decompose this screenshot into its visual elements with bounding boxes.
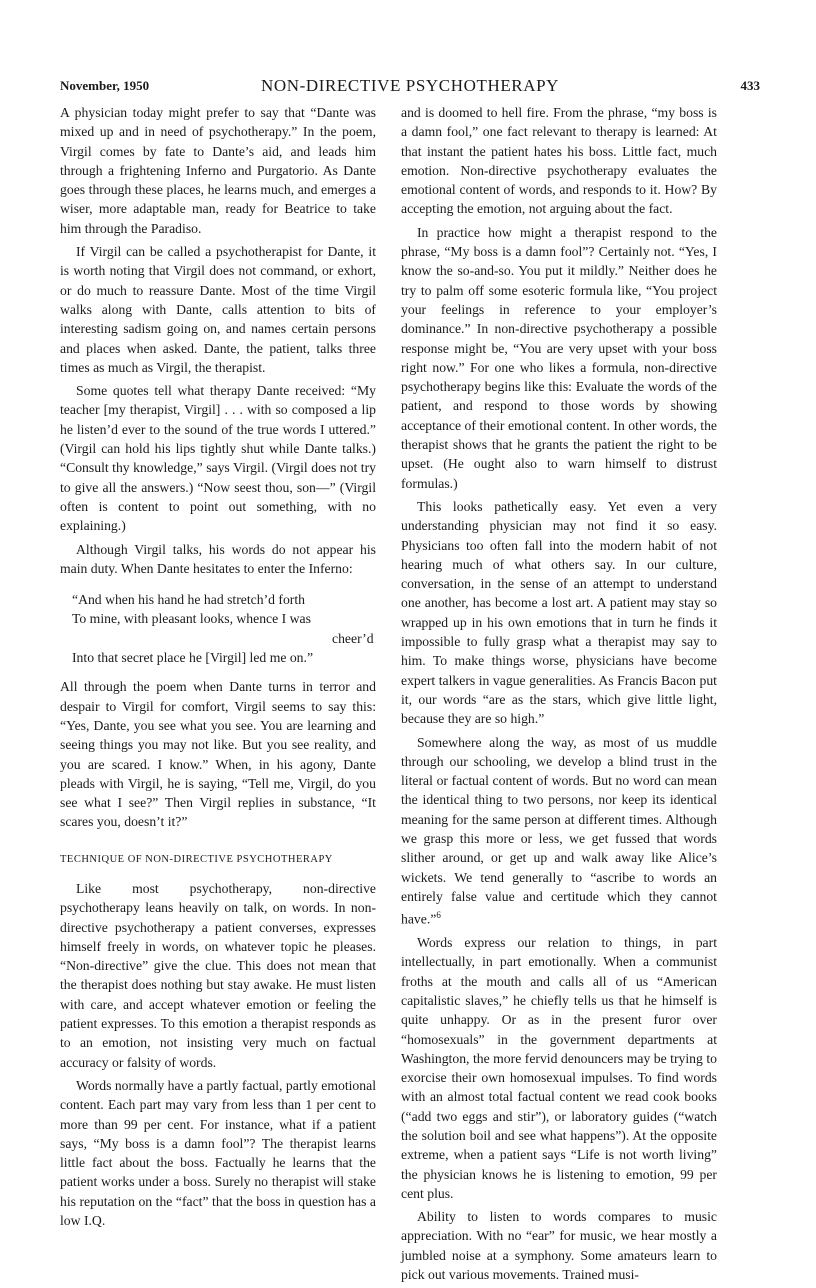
paragraph <box>401 733 717 930</box>
verse-line-continuation: cheer’d <box>332 630 374 646</box>
page-number: 433 <box>740 78 760 93</box>
paragraph: Words express our relation to things, in part intellectually, in part emotionally. When a communist froths at the mouth and calls all of us “American capitalistic slaves,” he chiefly tells us that he himself is quite unhappy. Or as in the present furor over “homosexuals” in the government departments at Washington, the more fervid denouncers may be trying to exorcise their own homosexual impulses. To find words with an almost total factual content we read cook books (“add two eggs and stir”), or laboratory guides (“watch the solution boil and see what happens”). At the opposite extreme, when a patient says “Life is not worth living” the physician knows he is listening to emotion, 99 per cent plus. <box>401 935 717 1201</box>
verse-quote <box>60 590 376 667</box>
paragraph: and is doomed to hell fire. From the phrase, “my boss is a damn fool,” one fact relevant to therapy is learned: At that instant the patient hates his boss. Little fact, much emotion. Non-directive psychotherapy evaluates the emotional content of words, and responds to it. How? By accepting the emotion, not arguing about the fact. <box>401 105 717 217</box>
paragraph: A physician today might prefer to say that “Dante was mixed up and in need of psychotherapy.” In the poem, Virgil comes by fate to Dante’s aid, and leads him through a frightening Inferno and Purgatorio. As Dante goes through these places, he learns much, and emerges a wiser, more adaptable man, ready for Beatrice to take him through the Paradiso. <box>60 105 376 236</box>
verse-line: Into that secret place he [Virgil] led me on.” <box>72 650 314 666</box>
right-column <box>401 103 717 1288</box>
verse-line: “And when his hand he had stretch’d forth <box>72 592 306 608</box>
running-title: NON-DIRECTIVE PSYCHOTHERAPY <box>260 76 560 95</box>
paragraph: Words normally have a partly factual, partly emotional content. Each part may vary from less than 1 per cent to more than 99 per cent. For instance, what if a patient says, “My boss is a damn fool”? The therapist learns little fact about the boss. Factually he learns that the patient works under a boss. Surely no therapist will stake his reputation on the “fact” that the boss in question has a low I.Q. <box>60 1077 376 1229</box>
paragraph-text: Somewhere along the way, as most of us muddle through our schooling, we develop a blind trust in the literal or factual content of words. But no word can mean the identical thing to two persons, nor keep its identical meaning for the same person at different times. Although we grasp this more or less, we get fussed that words slither around, or get up and walk away like Alice’s wickets. We tend generally to “ascribe to words an entirely false value and certitude which they cannot have.” <box>401 734 717 927</box>
paragraph: Ability to listen to words compares to music appreciation. With no “ear” for music, we hear mostly a jumbled noise at a symphony. Some amateurs learn to pick out various movements. Trained musi- <box>401 1209 717 1283</box>
issue-date: November, 1950 <box>60 78 150 93</box>
paragraph: This looks pathetically easy. Yet even a very understanding physician may not find it so easy. Physicians too often fall into the modern habit of not hearing much of what others say. In our culture, conversation, in the sense of an attempt to understand one another, has become a lost art. A patient may stay so wrapped up in his own emotions that in turn he finds it impossible to fully grasp what a therapist may say to him. To make things worse, physicians have become expert talkers in vague generalities. As Francis Bacon put it, our words “are as the stars, which give little light, because they are so high.” <box>401 498 717 727</box>
footnote-reference[interactable]: 6 <box>436 910 441 921</box>
paragraph: Like most psychotherapy, non-directive psychotherapy leans heavily on talk, on words. In non-directive psychotherapy a patient converses, expresses himself freely in words, on whatever topic he pleases. “Non-directive” give the clue. This does not mean that the therapist does nothing but stay awake. He must listen with care, and accept whatever emotion or feeling the patient expresses. To this emotion a therapist responds as to an emotion, not insisting very much on factual accuracy or falsity of words. <box>60 880 376 1070</box>
paragraph: All through the poem when Dante turns in terror and despair to Virgil for comfort, Virgil seems to say this: “Yes, Dante, you see what you see. You are learning and seeing things you may not like. But you see reality, and you are scared. I know.” When, in his agony, Dante pleads with Virgil, he is saying, “Tell me, Virgil, do you see what I see?” Then Virgil replies in substance, “It scares you, doesn’t it?” <box>60 679 376 830</box>
section-heading: TECHNIQUE OF NON-DIRECTIVE PSYCHOTHERAPY <box>60 853 333 865</box>
paragraph: If Virgil can be called a psychotherapist for Dante, it is worth noting that Virgil does not command, or exhort, or do much to reassure Dante. Most of the time Virgil walks along with Dante, calls attention to bits of interesting sadism going on, and names certain persons and places when asked. Dante, the patient, talks three times as much as Virgil, the therapist. <box>60 244 376 375</box>
paragraph: Some quotes tell what therapy Dante received: “My teacher [my therapist, Virgil] . . . with so composed a lip he listen’d ever to the sound of the true words I uttered.” (Virgil can hold his lips tightly shut while Dante talks.) “Consult thy knowledge,” says Virgil. (Virgil does not try to give all the answers.) “Now seest thou, son—” (Virgil often is content to point out something, with no explaining.) <box>60 383 376 534</box>
running-header <box>60 76 760 98</box>
left-column <box>60 103 376 1234</box>
paragraph: In practice how might a therapist respond to the phrase, “My boss is a damn fool”? Certainly not. “Yes, I know the so-and-so. You put it mildly.” Neither does he try to palm off some esoteric formula like, “You project your feelings in reference to your employer’s dominance.” In non-directive psychotherapy a possible response might be, “You are very upset with your boss right now.” For one who likes a formula, non-directive psychotherapy begins like this: Evaluate the words of the patient, and respond to those words by showing acceptance of their emotional content. In other words, the therapist shows that he grants the patient the right to be upset. (He ought also to warn himself to distrust formulas.) <box>401 224 717 491</box>
paragraph: Although Virgil talks, his words do not appear his main duty. When Dante hesitates to enter the Inferno: <box>60 541 376 576</box>
verse-line: To mine, with pleasant looks, whence I was <box>72 611 311 627</box>
